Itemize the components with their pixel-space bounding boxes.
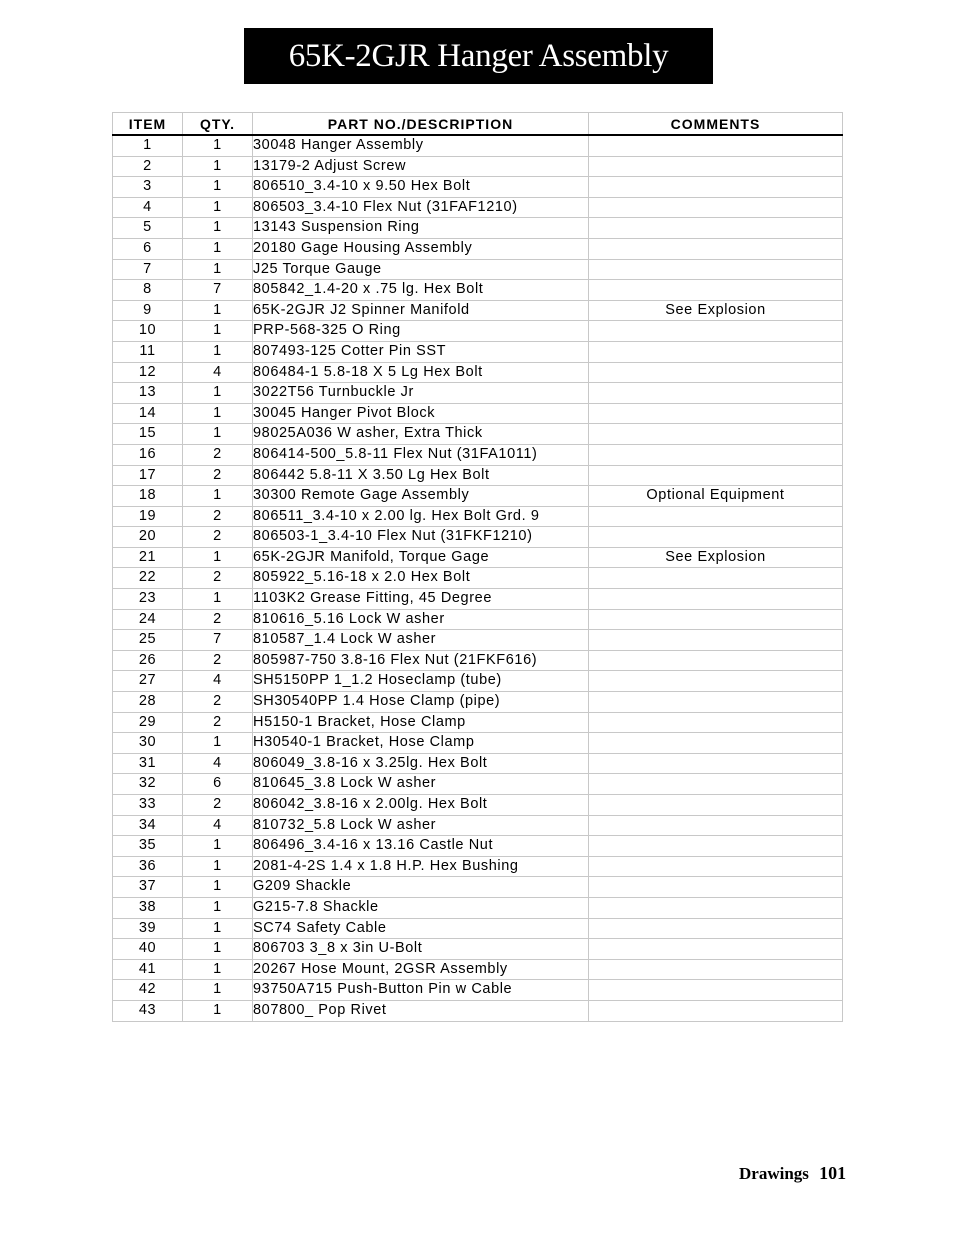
item-cell: 28: [113, 692, 183, 713]
table-row: [113, 815, 843, 836]
item-cell: 40: [113, 939, 183, 960]
comments-cell: [589, 795, 843, 816]
description-cell: G209 Shackle: [253, 877, 589, 898]
page-title: [244, 28, 713, 84]
qty-cell: 1: [183, 177, 253, 198]
comments-cell: [589, 650, 843, 671]
table-row: [113, 692, 843, 713]
footer-section: Drawings: [739, 1164, 809, 1183]
qty-cell: 1: [183, 959, 253, 980]
column-header-description: PART NO./DESCRIPTION: [253, 113, 589, 136]
item-cell: 20: [113, 527, 183, 548]
comments-cell: [589, 568, 843, 589]
comments-cell: [589, 856, 843, 877]
table-row: [113, 444, 843, 465]
item-cell: 26: [113, 650, 183, 671]
table-row: [113, 671, 843, 692]
item-cell: 39: [113, 918, 183, 939]
qty-cell: 2: [183, 650, 253, 671]
description-cell: J25 Torque Gauge: [253, 259, 589, 280]
item-cell: 10: [113, 321, 183, 342]
comments-cell: [589, 362, 843, 383]
qty-cell: 6: [183, 774, 253, 795]
item-cell: 3: [113, 177, 183, 198]
comments-cell: [589, 465, 843, 486]
description-cell: 806496_3.4-16 x 13.16 Castle Nut: [253, 836, 589, 857]
description-cell: 810616_5.16 Lock W asher: [253, 609, 589, 630]
description-cell: H30540-1 Bracket, Hose Clamp: [253, 733, 589, 754]
qty-cell: 1: [183, 939, 253, 960]
description-cell: 806703 3_8 x 3in U-Bolt: [253, 939, 589, 960]
table-row: [113, 403, 843, 424]
item-cell: 31: [113, 753, 183, 774]
description-cell: 806442 5.8-11 X 3.50 Lg Hex Bolt: [253, 465, 589, 486]
table-row: [113, 156, 843, 177]
table-row: [113, 795, 843, 816]
description-cell: 806503_3.4-10 Flex Nut (31FAF1210): [253, 197, 589, 218]
column-header-item: ITEM: [113, 113, 183, 136]
comments-cell: [589, 1000, 843, 1021]
comments-cell: [589, 424, 843, 445]
item-cell: 17: [113, 465, 183, 486]
comments-cell: [589, 630, 843, 651]
description-cell: SC74 Safety Cable: [253, 918, 589, 939]
comments-cell: [589, 774, 843, 795]
qty-cell: 2: [183, 712, 253, 733]
table-row: [113, 197, 843, 218]
page-footer: [739, 1163, 846, 1184]
comments-cell: [589, 980, 843, 1001]
qty-cell: 4: [183, 815, 253, 836]
qty-cell: 1: [183, 733, 253, 754]
item-cell: 25: [113, 630, 183, 651]
qty-cell: 2: [183, 795, 253, 816]
description-cell: 20180 Gage Housing Assembly: [253, 238, 589, 259]
comments-cell: [589, 815, 843, 836]
item-cell: 34: [113, 815, 183, 836]
table-row: [113, 959, 843, 980]
qty-cell: 1: [183, 218, 253, 239]
table-row: [113, 341, 843, 362]
item-cell: 29: [113, 712, 183, 733]
page-title-text: 65K-2GJR Hanger Assembly: [288, 37, 669, 74]
item-cell: 23: [113, 589, 183, 610]
item-cell: 37: [113, 877, 183, 898]
table-row: [113, 1000, 843, 1021]
qty-cell: 1: [183, 197, 253, 218]
qty-cell: 4: [183, 671, 253, 692]
item-cell: 12: [113, 362, 183, 383]
item-cell: 7: [113, 259, 183, 280]
qty-cell: 1: [183, 918, 253, 939]
description-cell: 806042_3.8-16 x 2.00lg. Hex Bolt: [253, 795, 589, 816]
qty-cell: 2: [183, 444, 253, 465]
parts-table-body: [113, 135, 843, 1021]
comments-cell: [589, 197, 843, 218]
table-row: [113, 774, 843, 795]
qty-cell: 2: [183, 465, 253, 486]
item-cell: 18: [113, 486, 183, 507]
comments-cell: [589, 444, 843, 465]
table-row: [113, 856, 843, 877]
item-cell: 1: [113, 135, 183, 156]
comments-cell: [589, 959, 843, 980]
table-row: [113, 177, 843, 198]
comments-cell: [589, 156, 843, 177]
qty-cell: 1: [183, 424, 253, 445]
comments-cell: [589, 712, 843, 733]
comments-cell: [589, 238, 843, 259]
description-cell: PRP-568-325 O Ring: [253, 321, 589, 342]
description-cell: 30048 Hanger Assembly: [253, 135, 589, 156]
qty-cell: 2: [183, 506, 253, 527]
qty-cell: 1: [183, 1000, 253, 1021]
qty-cell: 1: [183, 259, 253, 280]
comments-cell: [589, 403, 843, 424]
table-row: [113, 135, 843, 156]
table-row: [113, 918, 843, 939]
table-row: [113, 424, 843, 445]
comments-cell: [589, 692, 843, 713]
description-cell: 810587_1.4 Lock W asher: [253, 630, 589, 651]
table-row: [113, 527, 843, 548]
qty-cell: 4: [183, 362, 253, 383]
description-cell: 806511_3.4-10 x 2.00 lg. Hex Bolt Grd. 9: [253, 506, 589, 527]
item-cell: 11: [113, 341, 183, 362]
qty-cell: 1: [183, 321, 253, 342]
table-row: [113, 568, 843, 589]
item-cell: 13: [113, 383, 183, 404]
table-header-row: [113, 113, 843, 136]
qty-cell: 1: [183, 877, 253, 898]
item-cell: 38: [113, 897, 183, 918]
description-cell: 806503-1_3.4-10 Flex Nut (31FKF1210): [253, 527, 589, 548]
table-row: [113, 939, 843, 960]
comments-cell: [589, 383, 843, 404]
qty-cell: 1: [183, 897, 253, 918]
description-cell: 20267 Hose Mount, 2GSR Assembly: [253, 959, 589, 980]
qty-cell: 1: [183, 980, 253, 1001]
item-cell: 8: [113, 280, 183, 301]
comments-cell: [589, 280, 843, 301]
qty-cell: 1: [183, 238, 253, 259]
description-cell: 13143 Suspension Ring: [253, 218, 589, 239]
item-cell: 36: [113, 856, 183, 877]
item-cell: 41: [113, 959, 183, 980]
table-row: [113, 280, 843, 301]
description-cell: 806049_3.8-16 x 3.25lg. Hex Bolt: [253, 753, 589, 774]
comments-cell: [589, 939, 843, 960]
description-cell: 65K-2GJR J2 Spinner Manifold: [253, 300, 589, 321]
description-cell: 30045 Hanger Pivot Block: [253, 403, 589, 424]
comments-cell: [589, 135, 843, 156]
qty-cell: 1: [183, 135, 253, 156]
comments-cell: [589, 753, 843, 774]
table-row: [113, 733, 843, 754]
qty-cell: 7: [183, 280, 253, 301]
item-cell: 24: [113, 609, 183, 630]
qty-cell: 7: [183, 630, 253, 651]
comments-cell: [589, 341, 843, 362]
description-cell: 93750A715 Push-Button Pin w Cable: [253, 980, 589, 1001]
comments-cell: [589, 609, 843, 630]
item-cell: 6: [113, 238, 183, 259]
description-cell: 98025A036 W asher, Extra Thick: [253, 424, 589, 445]
comments-cell: [589, 527, 843, 548]
table-row: [113, 465, 843, 486]
description-cell: 807800_ Pop Rivet: [253, 1000, 589, 1021]
table-row: [113, 259, 843, 280]
qty-cell: 1: [183, 383, 253, 404]
table-row: [113, 238, 843, 259]
item-cell: 27: [113, 671, 183, 692]
description-cell: 65K-2GJR Manifold, Torque Gage: [253, 547, 589, 568]
comments-cell: See Explosion: [589, 547, 843, 568]
description-cell: 1103K2 Grease Fitting, 45 Degree: [253, 589, 589, 610]
table-row: [113, 589, 843, 610]
table-row: [113, 650, 843, 671]
table-row: [113, 383, 843, 404]
parts-table: [112, 112, 843, 1022]
qty-cell: 2: [183, 568, 253, 589]
item-cell: 21: [113, 547, 183, 568]
description-cell: 806510_3.4-10 x 9.50 Hex Bolt: [253, 177, 589, 198]
table-row: [113, 362, 843, 383]
description-cell: 806414-500_5.8-11 Flex Nut (31FA1011): [253, 444, 589, 465]
item-cell: 16: [113, 444, 183, 465]
qty-cell: 1: [183, 589, 253, 610]
table-row: [113, 897, 843, 918]
description-cell: 13179-2 Adjust Screw: [253, 156, 589, 177]
item-cell: 5: [113, 218, 183, 239]
column-header-comments: COMMENTS: [589, 113, 843, 136]
description-cell: SH30540PP 1.4 Hose Clamp (pipe): [253, 692, 589, 713]
table-row: [113, 486, 843, 507]
description-cell: 807493-125 Cotter Pin SST: [253, 341, 589, 362]
qty-cell: 1: [183, 403, 253, 424]
comments-cell: [589, 321, 843, 342]
comments-cell: [589, 918, 843, 939]
qty-cell: 2: [183, 692, 253, 713]
comments-cell: [589, 218, 843, 239]
comments-cell: [589, 897, 843, 918]
table-row: [113, 300, 843, 321]
table-row: [113, 630, 843, 651]
qty-cell: 1: [183, 156, 253, 177]
table-row: [113, 753, 843, 774]
table-row: [113, 218, 843, 239]
table-row: [113, 980, 843, 1001]
item-cell: 9: [113, 300, 183, 321]
comments-cell: [589, 877, 843, 898]
comments-cell: [589, 589, 843, 610]
comments-cell: [589, 836, 843, 857]
qty-cell: 1: [183, 547, 253, 568]
item-cell: 14: [113, 403, 183, 424]
description-cell: 805922_5.16-18 x 2.0 Hex Bolt: [253, 568, 589, 589]
description-cell: G215-7.8 Shackle: [253, 897, 589, 918]
table-row: [113, 877, 843, 898]
column-header-qty: QTY.: [183, 113, 253, 136]
item-cell: 15: [113, 424, 183, 445]
item-cell: 19: [113, 506, 183, 527]
table-row: [113, 836, 843, 857]
description-cell: 805987-750 3.8-16 Flex Nut (21FKF616): [253, 650, 589, 671]
qty-cell: 2: [183, 527, 253, 548]
comments-cell: See Explosion: [589, 300, 843, 321]
item-cell: 2: [113, 156, 183, 177]
description-cell: 3022T56 Turnbuckle Jr: [253, 383, 589, 404]
qty-cell: 1: [183, 856, 253, 877]
comments-cell: [589, 259, 843, 280]
description-cell: 806484-1 5.8-18 X 5 Lg Hex Bolt: [253, 362, 589, 383]
description-cell: 2081-4-2S 1.4 x 1.8 H.P. Hex Bushing: [253, 856, 589, 877]
item-cell: 4: [113, 197, 183, 218]
description-cell: H5150-1 Bracket, Hose Clamp: [253, 712, 589, 733]
description-cell: 810732_5.8 Lock W asher: [253, 815, 589, 836]
table-row: [113, 712, 843, 733]
qty-cell: 4: [183, 753, 253, 774]
table-row: [113, 609, 843, 630]
item-cell: 22: [113, 568, 183, 589]
description-cell: 810645_3.8 Lock W asher: [253, 774, 589, 795]
description-cell: SH5150PP 1_1.2 Hoseclamp (tube): [253, 671, 589, 692]
table-row: [113, 321, 843, 342]
comments-cell: [589, 177, 843, 198]
item-cell: 32: [113, 774, 183, 795]
description-cell: 30300 Remote Gage Assembly: [253, 486, 589, 507]
description-cell: 805842_1.4-20 x .75 lg. Hex Bolt: [253, 280, 589, 301]
qty-cell: 1: [183, 300, 253, 321]
comments-cell: Optional Equipment: [589, 486, 843, 507]
item-cell: 30: [113, 733, 183, 754]
item-cell: 43: [113, 1000, 183, 1021]
item-cell: 33: [113, 795, 183, 816]
page-number: 101: [819, 1163, 847, 1183]
item-cell: 42: [113, 980, 183, 1001]
item-cell: 35: [113, 836, 183, 857]
qty-cell: 1: [183, 486, 253, 507]
comments-cell: [589, 506, 843, 527]
comments-cell: [589, 671, 843, 692]
qty-cell: 2: [183, 609, 253, 630]
table-row: [113, 547, 843, 568]
comments-cell: [589, 733, 843, 754]
qty-cell: 1: [183, 836, 253, 857]
table-row: [113, 506, 843, 527]
qty-cell: 1: [183, 341, 253, 362]
